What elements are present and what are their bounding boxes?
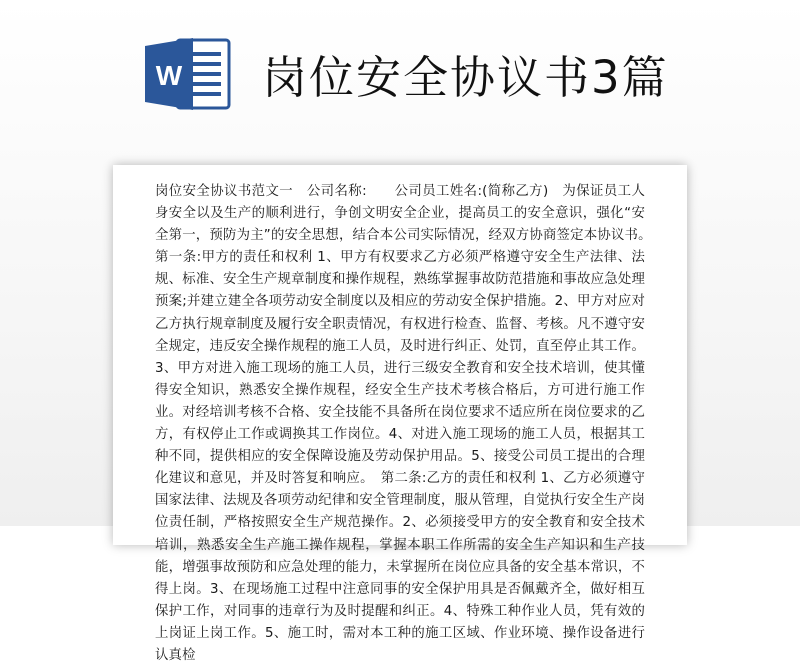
word-document-icon xyxy=(143,34,235,114)
word-icon-letter: W xyxy=(155,60,183,91)
page-title: 岗位安全协议书3篇 xyxy=(262,51,669,104)
document-body-text: 岗位安全协议书范文一 公司名称: 公司员工姓名:(简称乙方) 为保证员工人身安全以及生产的顺利进行，争创文明安全企业，提高员工的安全意识，强化“安全第一，预防为主”的安全思想，结合本公司实际情况，经双方协商签定本协议书。 第一条:甲方的责任和权利 1、甲方有权要求乙方必须严格遵守安全生产法律、法规、标准、安全生产规章制度和操作规程，熟练掌握事故防范措施和事故应急处理预案;并建立建全各项劳动安全制度以及相应的劳动安全保护措施。2、甲方对应对乙方执行规章制度及履行安全职责情况，有权进行检查、监督、考核。凡不遵守安全规定，违反安全操作规程的施工人员，及时进行纠正、处罚，直至停止其工作。3、甲方对进入施工现场的施工人员，进行三级安全教育和安全技术培训，使其懂得安全知识，熟悉安全操作规程，经安全生产技术考核合格后，方可进行施工作业。对经培训考核不合格、安全技能不具备所在岗位要求不适应所在岗位要求的乙方，有权停止工作或调换其工作岗位。4、对进入施工现场的施工人员，根据其工种不同，提供相应的安全保障设施及劳动保护用品。5、接受公司员工提出的合理化建议和意见，并及时答复和响应。 第二条:乙方的责任和权利 1、乙方必须遵守国家法律、法规及各项劳动纪律和安全管理制度，服从管理，自觉执行安全生产岗位责任制，严格按照安全生产规范操作。2、必须接受甲方的安全教育和安全技术培训，熟悉安全生产施工操作规程，掌握本职工作所需的安全生产知识和生产技能，增强事故预防和应急处理的能力，未掌握所在岗位应具备的安全基本常识，不得上岗。3、在现场施工过程中注意同事的安全保护用具是否佩戴齐全，做好相互保护工作，对同事的违章行为及时提醒和纠正。4、特殊工种作业人员，凭有效的上岗证上岗工作。5、施工时，需对本工种的施工区域、作业环境、操作设备进行认真检 xyxy=(155,184,659,663)
document-page xyxy=(113,165,687,663)
